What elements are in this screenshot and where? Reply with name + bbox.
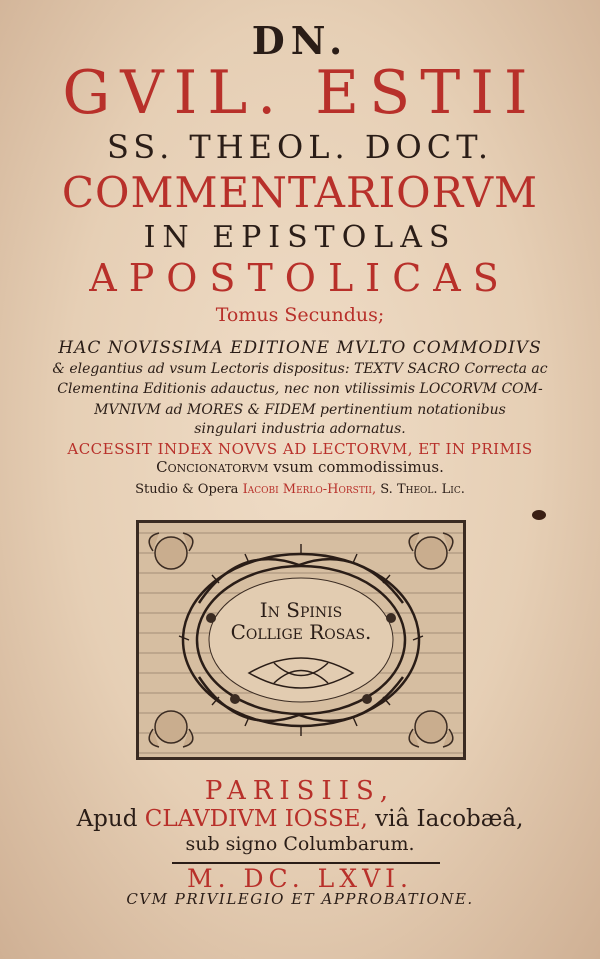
imprint-city: PARISIIS, bbox=[204, 776, 396, 806]
privilege-line: CVM PRIVILEGIO ET APPROBATIONE. bbox=[126, 890, 474, 908]
editor-name: Iacobi Merlo-Horstii, bbox=[242, 482, 377, 497]
description-text: Correcta ac bbox=[464, 361, 548, 377]
work-title: COMMENTARIORVM bbox=[61, 168, 539, 217]
editor-degree: S. Theol. Lic. bbox=[380, 482, 465, 497]
imprint-sign: sub signo Columbarum. bbox=[185, 833, 415, 855]
imprint-text: viâ Iacobæâ, bbox=[375, 806, 524, 832]
index-text: Concionatorvm bbox=[156, 458, 269, 476]
edition-line: HAC NOVISSIMA EDITIONE MVLTO COMMODIVS bbox=[58, 338, 542, 358]
heading-dn: DN. bbox=[251, 18, 349, 63]
author-degree: SS. THEOL. DOCT. bbox=[106, 128, 494, 166]
description-line-3 bbox=[0, 402, 600, 418]
editor-text: Studio & Opera bbox=[135, 482, 239, 497]
imprint-text: Apud bbox=[76, 806, 138, 832]
description-text: pertinentium notationibus bbox=[320, 402, 506, 418]
motto-line-1: In Spinis bbox=[259, 598, 343, 622]
motto-line-2: Collige Rosas. bbox=[230, 620, 372, 644]
volume-label: Tomus Secundus; bbox=[215, 304, 385, 326]
description-line-1 bbox=[0, 361, 600, 377]
index-line: ACCESSIT INDEX NOVVS AD LECTORVM, ET IN PRIMIS bbox=[67, 440, 533, 458]
description-line-2 bbox=[0, 381, 600, 397]
description-line-4: singulari industria adornatus. bbox=[194, 421, 406, 437]
printer-name: CLAVDIVM IOSSE, bbox=[144, 806, 368, 832]
ink-stain bbox=[532, 510, 546, 520]
index-text: vsum commodissimus. bbox=[273, 458, 444, 476]
description-text: & elegantius ad vsum Lectoris dispositus: bbox=[52, 361, 350, 377]
work-subtitle-2: APOSTOLICAS bbox=[89, 256, 511, 300]
editor-line bbox=[0, 482, 600, 497]
work-subtitle-1: IN EPISTOLAS bbox=[143, 220, 457, 255]
description-text: TEXTV SACRO bbox=[354, 361, 460, 377]
imprint-date: M. DC. LXVI. bbox=[187, 864, 413, 893]
printer-device-vignette bbox=[136, 520, 466, 760]
description-text: LOCORVM COM- bbox=[419, 381, 543, 397]
author-name: GVIL. ESTII bbox=[62, 58, 538, 128]
index-line-2 bbox=[0, 458, 600, 476]
description-text: MVNIVM ad MORES & FIDEM bbox=[94, 402, 316, 418]
description-text: Clementina Editionis adauctus, nec non vtilissimis bbox=[57, 381, 416, 397]
imprint-printer bbox=[0, 806, 600, 832]
